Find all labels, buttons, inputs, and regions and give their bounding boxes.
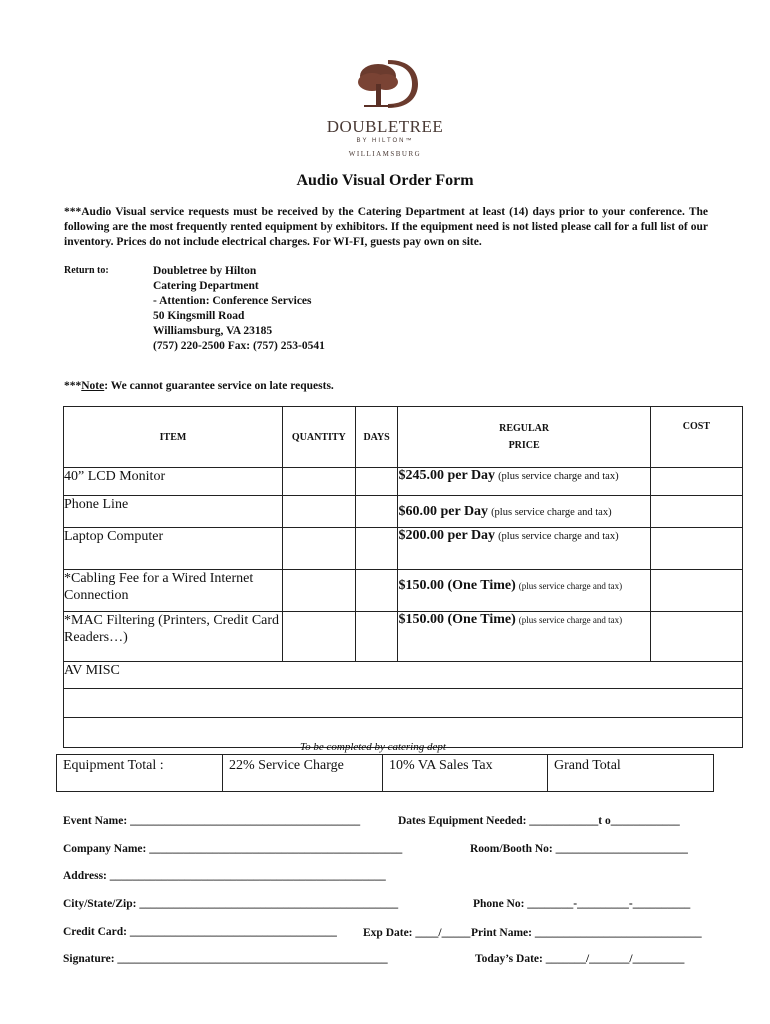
city-state-zip-field[interactable]: City/State/Zip: _____________________________________________ — [63, 898, 399, 910]
address-line: Williamsburg, VA 23185 — [153, 325, 273, 337]
price-cell — [398, 528, 650, 570]
address-line: - Attention: Conference Services — [153, 295, 312, 307]
signature-field[interactable]: Signature: _______________________________________________ — [63, 953, 388, 965]
table-header — [64, 407, 743, 468]
brand-location: WILLIAMSBURG — [348, 150, 422, 158]
intro-text: ***Audio Visual service requests must be received by the Catering Department at least (14) days prior to your conference. The following are the most frequently rented equipment by exhibitors. If the equipment need is not listed please call for a full list of our inventory. Prices do not include electrical charges. For WI-FI, guests pay own on site. — [64, 206, 708, 248]
days-cell[interactable] — [355, 528, 398, 570]
tree-icon — [350, 58, 420, 110]
item-name: Phone Line — [64, 496, 283, 528]
note-prefix: *** — [64, 380, 82, 392]
days-cell[interactable] — [355, 612, 398, 662]
price-value: $150.00 (One Time) — [398, 578, 516, 593]
grand-total-cell[interactable]: Grand Total — [548, 755, 714, 792]
note-text: : We cannot guarantee service on late requests. — [104, 380, 334, 392]
price-cell — [398, 570, 650, 612]
dates-needed-field[interactable]: Dates Equipment Needed: ____________t o____________ — [398, 815, 680, 827]
exp-date-field[interactable]: Exp Date: ____/_____ — [363, 927, 471, 939]
quantity-cell[interactable] — [282, 468, 355, 496]
quantity-cell[interactable] — [282, 496, 355, 528]
cost-cell[interactable] — [650, 468, 742, 496]
price-note: (plus service charge and tax) — [498, 531, 619, 542]
address-field[interactable]: Address: ________________________________________________ — [63, 870, 386, 882]
event-name-field[interactable]: Event Name: ________________________________________ — [63, 815, 361, 827]
item-name: *MAC Filtering (Printers, Credit Card Readers…) — [64, 612, 283, 662]
cost-cell[interactable] — [650, 570, 742, 612]
totals-table — [56, 754, 714, 792]
todays-date-field[interactable]: Today’s Date: _______/_______/_________ — [475, 953, 685, 965]
equipment-table — [63, 406, 743, 748]
price-value: $150.00 (One Time) — [398, 612, 516, 627]
price-cell — [398, 496, 650, 528]
cost-cell[interactable] — [650, 612, 742, 662]
table-row — [64, 528, 743, 570]
price-value: $200.00 per Day — [398, 528, 496, 543]
address-line: Doubletree by Hilton — [153, 265, 257, 277]
table-row — [64, 689, 743, 718]
header-days: DAYS — [355, 407, 398, 468]
address-line: Catering Department — [153, 280, 259, 292]
quantity-cell[interactable] — [282, 528, 355, 570]
address-line: (757) 220-2500 Fax: (757) 253-0541 — [153, 340, 325, 352]
days-cell[interactable] — [355, 570, 398, 612]
credit-card-field[interactable]: Credit Card: ____________________________________ — [63, 926, 337, 938]
price-note: (plus service charge and tax) — [498, 471, 619, 482]
item-name: *Cabling Fee for a Wired Internet Connection — [64, 570, 283, 612]
header-quantity: QUANTITY — [282, 407, 355, 468]
days-cell[interactable] — [355, 496, 398, 528]
equipment-total-cell[interactable]: Equipment Total : — [57, 755, 223, 792]
days-cell[interactable] — [355, 468, 398, 496]
table-row — [64, 496, 743, 528]
header-price-line2: PRICE — [508, 440, 540, 451]
catering-note: To be completed by catering dept — [300, 741, 446, 753]
price-value: $245.00 per Day — [398, 468, 496, 483]
page-title: Audio Visual Order Form — [296, 172, 474, 189]
note-label: Note — [81, 380, 105, 392]
item-name: 40” LCD Monitor — [64, 468, 283, 496]
room-booth-field[interactable]: Room/Booth No: _______________________ — [470, 843, 688, 855]
quantity-cell[interactable] — [282, 570, 355, 612]
header-item: ITEM — [64, 407, 283, 468]
service-charge-cell[interactable]: 22% Service Charge — [223, 755, 383, 792]
header-price — [398, 407, 650, 468]
sales-tax-cell[interactable]: 10% VA Sales Tax — [383, 755, 548, 792]
company-name-field[interactable]: Company Name: ____________________________________________ — [63, 843, 403, 855]
item-name: Laptop Computer — [64, 528, 283, 570]
header-cost: COST — [650, 407, 742, 468]
brand-name: DOUBLETREE — [326, 117, 444, 136]
table-row — [64, 468, 743, 496]
quantity-cell[interactable] — [282, 612, 355, 662]
item-name: AV MISC — [64, 662, 743, 689]
price-note: (plus service charge and tax) — [518, 615, 623, 625]
late-request-note — [64, 380, 334, 392]
table-row — [64, 662, 743, 689]
price-note: (plus service charge and tax) — [491, 507, 612, 518]
cost-cell[interactable] — [650, 496, 742, 528]
brand-sub: BY HILTON™ — [356, 138, 414, 144]
price-note: (plus service charge and tax) — [518, 581, 623, 591]
table-row — [64, 570, 743, 612]
cost-cell[interactable] — [650, 528, 742, 570]
price-value: $60.00 per Day — [398, 504, 489, 519]
price-cell — [398, 612, 650, 662]
table-row — [64, 612, 743, 662]
price-cell — [398, 468, 650, 496]
header-price-line1: REGULAR — [499, 423, 550, 434]
hotel-logo — [325, 58, 445, 158]
return-to-label: Return to: — [64, 265, 109, 276]
blank-row[interactable] — [64, 689, 743, 718]
phone-field[interactable]: Phone No: ________-_________-__________ — [473, 898, 691, 910]
address-line: 50 Kingsmill Road — [153, 310, 245, 322]
return-address — [153, 264, 325, 354]
print-name-field[interactable]: Print Name: _____________________________ — [471, 927, 702, 939]
